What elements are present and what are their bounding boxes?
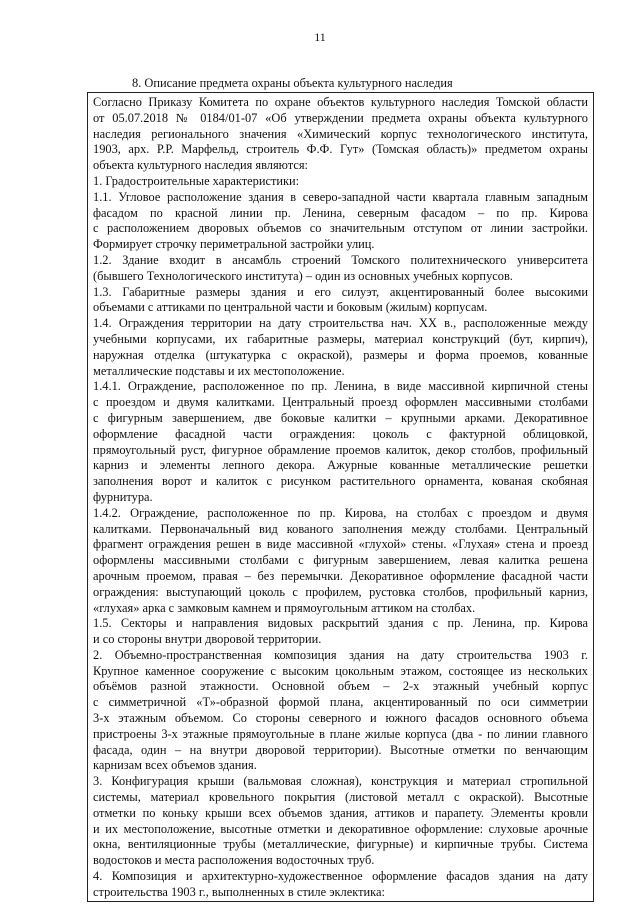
paragraph	[93, 190, 588, 253]
paragraph	[93, 774, 588, 869]
text-line: оформлены массивными столбами с фигурным завершением, левая калитка решена	[93, 553, 588, 568]
text-line: с проездом и двумя калитками. Центральный проезд оформлен массивными столбами	[93, 395, 588, 410]
text-line: фурнитура.	[93, 489, 153, 504]
text-line: Крупное каменное сооружение с высоким цокольным этажом, состоящее из нескольких	[93, 663, 588, 678]
text-line: заполнения ворот и калиток с рисунком растительного орнамента, кованая скобяная	[93, 474, 588, 489]
text-line: отметки по коньку крыши всех объемов здания, аттиков и парапету. Элементы кровли	[93, 805, 588, 820]
text-line: окна, вентиляционные трубы (металлические, фигурные) и кирпичные трубы. Система	[93, 837, 588, 852]
text-line: ограждения: выступающий цоколь с профилем, рустовка столбов, профильный карниз,	[93, 584, 588, 599]
text-line: 1. Градостроительные характеристики:	[93, 173, 300, 188]
text-line: 4. Композиция и архитектурно-художественное оформление фасадов здания на дату	[93, 869, 588, 884]
text-line: 3. Конфигурация крыши (вальмовая сложная), конструкция и материал стропильной	[93, 774, 588, 789]
paragraph	[93, 253, 588, 285]
text-line: от 05.07.2018 № 0184/01-07 «Об утверждении предмета охраны объекта культурного	[93, 110, 588, 125]
text-line: водостоков и места расположения водосточных труб.	[93, 853, 375, 868]
text-line: карнизам всех объемов здания.	[93, 758, 257, 773]
text-line: с расположением дворовых объемов со значительным отступом от линии застройки.	[93, 221, 588, 236]
text-line: 1.1. Угловое расположение здания в северо-западной части квартала главным западным	[93, 189, 588, 204]
text-line: объекта культурного наследия являются:	[93, 158, 308, 173]
text-line: объёмов разной этажности. Основной объем – 2-х этажный учебный корпус	[93, 679, 588, 694]
text-line: учебными корпусами, их габаритные размеры, материал конструкций (бут, кирпич),	[93, 331, 588, 346]
paragraph	[93, 285, 588, 317]
paragraph	[93, 869, 588, 901]
text-line: 1.4.2. Ограждение, расположенное по пр. Кирова, на столбах с проездом и двумя	[93, 505, 588, 520]
protection-subject-box	[87, 92, 594, 902]
text-line: 1.4. Ограждения территории на дату строительства нач. XX в., расположенные между	[93, 316, 588, 331]
text-line: Согласно Приказу Комитета по охране объектов культурного наследия Томской области	[93, 95, 588, 109]
text-line: объемами с аттиками по центральной части и боковым (жилым) корпусам.	[93, 300, 488, 315]
text-line: системы, материал кровельного покрытия (листовой металл с окраской). Высотные	[93, 790, 588, 805]
paragraph	[93, 506, 588, 617]
text-line: 2. Объемно-пространственная композиция здания на дату строительства 1903 г.	[93, 647, 588, 662]
text-line: пристроены 3-х этажные прямоугольные в плане жилые корпуса (два - по линии главного	[93, 726, 588, 741]
text-line: и со стороны внутри дворовой территории.	[93, 632, 322, 647]
text-line: 1903, арх. Р.Р. Марфельд, строитель Ф.Ф. Гут» (Томская область)» предметом охраны	[93, 142, 588, 157]
text-line: с симметричной «Т»-образной формой плана, акцентированный по оси симметрии	[93, 695, 588, 710]
text-line: (бывшего Технологического института) – один из основных учебных корпусов.	[93, 268, 513, 283]
text-line: строительства 1903 г., выполненных в стиле эклектика:	[93, 884, 385, 899]
text-line: 1.4.1. Ограждение, расположенное по пр. Ленина, в виде массивной кирпичной стены	[93, 379, 588, 394]
text-line: «глухая» арка с замковым камнем и прямоугольным аттиком на столбах.	[93, 600, 476, 615]
text-line: наружная отделка (штукатурка с окраской), размеры и форма проемов, кованные	[93, 347, 588, 362]
text-line: 1.2. Здание входит в ансамбль строений Томского политехнического университета	[93, 252, 588, 267]
text-line: калитками. Первоначальный вид кованого заполнения между столбами. Центральный	[93, 521, 588, 536]
text-line: и их местоположение, высотные отметки и декоративное оформление: слуховые арочные	[93, 821, 588, 836]
paragraph	[93, 616, 588, 648]
text-line: фрагмент ограждения решен в виде массивной «глухой» стены. «Глухая» стена и проезд	[93, 537, 588, 552]
section-title: 8. Описание предмета охраны объекта культурного наследия	[132, 76, 453, 90]
text-line: 3-х этажным объемом. Со стороны северного и южного фасадов основного объема	[93, 711, 588, 726]
text-line: Формирует строчку периметральной застройки улиц.	[93, 237, 375, 252]
page-number: 11	[314, 30, 326, 44]
paragraph	[93, 379, 588, 505]
text-line: оформление фасадной части ограждения: цоколь с фактурной облицовкой,	[93, 426, 588, 441]
text-line: фасада, один – на внутри дворовой территории). Высотные отметки по венчающим	[93, 742, 588, 757]
text-line: фасадом по красной линии пр. Ленина, северным фасадом – по пр. Кирова	[93, 205, 588, 220]
text-line: карниз и элементы лепного декора. Ажурные кованные металлические решетки	[93, 458, 588, 473]
text-line: металлические подставы и их местоположение.	[93, 363, 345, 378]
paragraph	[93, 648, 588, 774]
paragraph	[93, 316, 588, 379]
paragraph	[93, 174, 588, 190]
text-line: с фигурным завершением, две боковые калитки – крупными арками. Декоративное	[93, 410, 588, 425]
text-line: 1.5. Секторы и направления видовых раскрытий здания с пр. Ленина, пр. Кирова	[93, 616, 588, 631]
paragraph	[93, 95, 588, 174]
text-line: прямоугольный руст, фигурное обрамление проемов калиток, декор столбов, профильный	[93, 442, 588, 457]
text-line: наследия регионального значения «Химический корпус технологического института,	[93, 126, 588, 141]
text-line: арочным проемом, правая – без перемычки. Декоративное оформление фасадной части	[93, 568, 588, 583]
text-line: 1.3. Габаритные размеры здания и его силуэт, акцентированный более высокими	[93, 284, 588, 299]
